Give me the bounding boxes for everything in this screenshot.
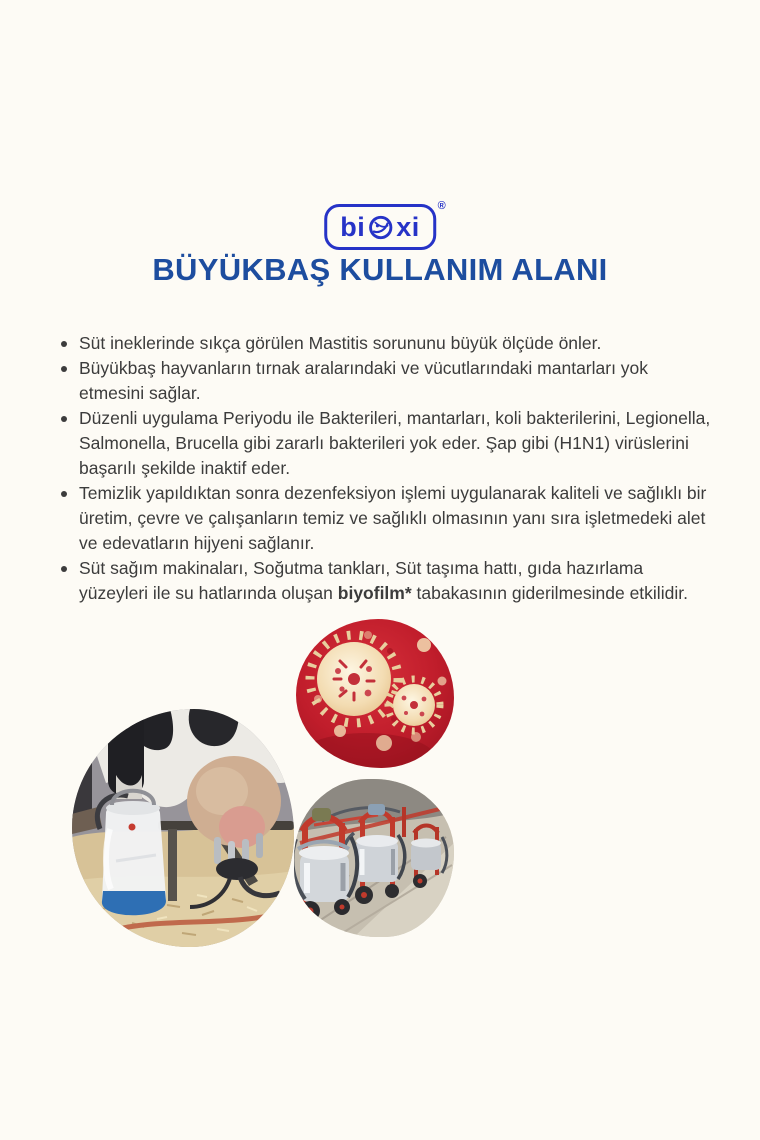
cow-milking-photo [72,709,294,947]
registered-trademark-mark: ® [437,200,446,212]
logo-text-right: xi [396,211,420,242]
logo-text-left: bi [340,211,366,242]
page-title: BÜYÜKBAŞ KULLANIM ALANI [152,252,608,287]
benefit-item: Düzenli uygulama Periyodu ile Bakterileri, mantarları, koli bakterilerini, Legionella, Salmonella, Brucella gibi zararlı bakterileri yok eder. Şap gibi (H1N1) virüslerini başarılı şekilde inaktif eder. [58,406,714,481]
benefit-item: Temizlik yapıldıktan sonra dezenfeksiyon işlemi uygulanarak kaliteli ve sağlıklı bir üretim, çevre ve çalışanların temiz ve sağlıklı olmasının yanı sıra işletmedeki alet ve edevatların hijyeni sağlanır. [58,481,714,556]
benefit-item: Süt sağım makinaları, Soğutma tankları, Süt taşıma hattı, gıda hazırlama yüzeyleri ile su hatlarında oluşan biyofilm* tabakasının giderilmesinde etkilidir. [58,556,714,606]
bioxi-logo [324,200,446,250]
globe-o-icon [367,214,394,241]
benefit-item: Büyükbaş hayvanların tırnak aralarındaki ve vücutlarındaki mantarları yok etmesini sağlar. [58,356,714,406]
virus-cells-photo [296,619,454,768]
cow-milking-illustration [72,709,294,947]
milking-machines-illustration [294,779,454,937]
milking-machines-photo [294,779,454,937]
virus-cells-illustration [296,619,454,768]
benefits-list [58,331,714,606]
bioxi-logo-frame [324,200,446,250]
benefit-item: Süt ineklerinde sıkça görülen Mastitis sorununu büyük ölçüde önler. [58,331,714,356]
